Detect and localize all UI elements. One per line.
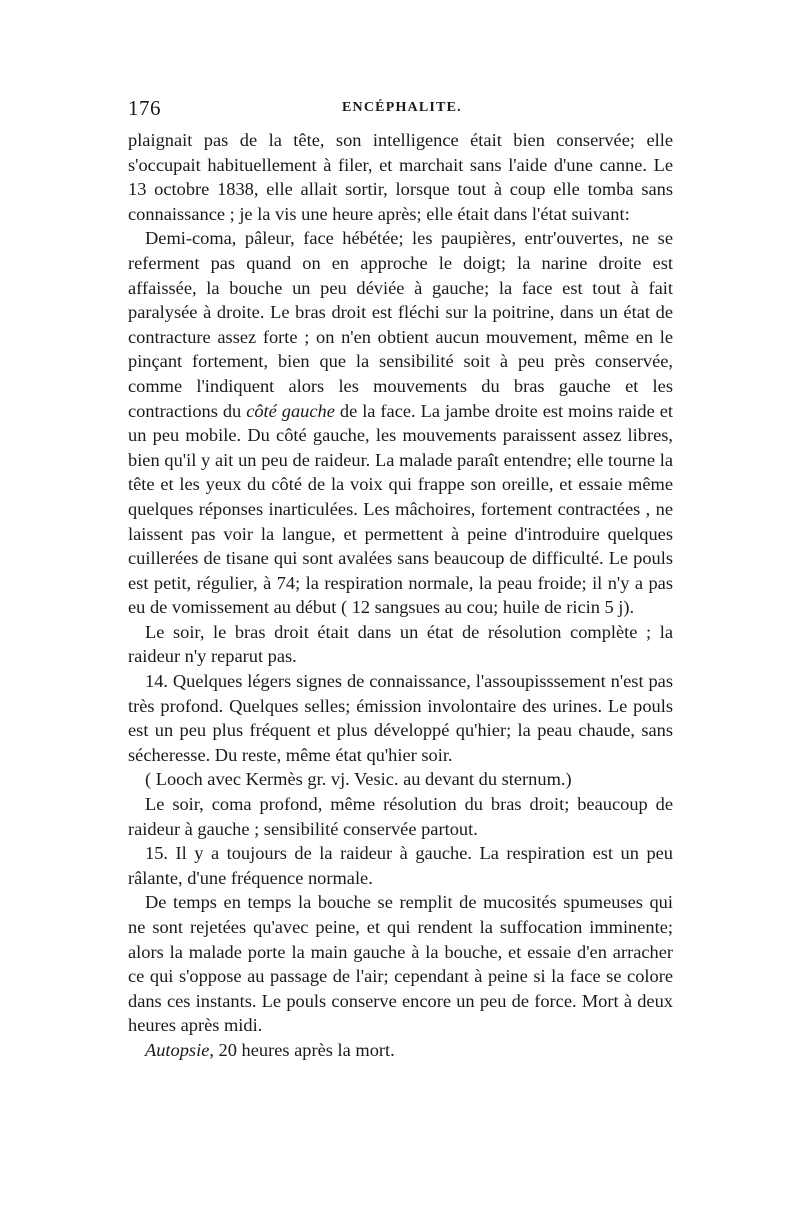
paragraph-death — [128, 890, 673, 1038]
paragraph-evening-14 — [128, 792, 673, 841]
paragraph-prescription — [128, 767, 673, 792]
paragraph-day-14 — [128, 669, 673, 767]
paragraph-intro — [128, 128, 673, 226]
paragraph-evening-13 — [128, 620, 673, 669]
page-number: 176 — [128, 96, 161, 120]
paragraph-text: plaignait pas de la tête, son intelligence était bien conservée; elle s'occupait habituellement à filer, et marchait sans l'aide d'une canne. Le 13 octobre 1838, elle allait sortir, lorsque tout à coup elle tomba sans connaissance ; je la vis une heure après; elle était dans l'état suivant: — [128, 130, 673, 224]
paragraph-text: Demi-coma, pâleur, face hébétée; les paupières, entr'ouvertes, ne se referment pas quand on en approche le doigt; la narine droite est affaissée, la bouche un peu déviée à gauche; la face est tout à fait paralysée à droite. Le bras droit est fléchi sur la poitrine, dans un état de contracture assez forte ; on n'en obtient aucun mouvement, même en le pinçant fortement, bien que la sensibilité soit à peu près conservée, comme l'indiquent alors les mouvements du bras gauche et les contractions du — [128, 228, 673, 421]
paragraph-text: Le soir, coma profond, même résolution du bras droit; beaucoup de raideur à gauche ; sensibilité conservée partout. — [128, 794, 673, 839]
emphasis-text: côté gauche — [246, 400, 335, 421]
paragraph-text: 14. Quelques légers signes de connaissance, l'assoupisssement n'est pas très profond. Quelques selles; émission involontaire des urines. Le pouls est un peu plus fréquent et plus développé qu'hier; la peau chaude, sans sécheresse. Du reste, même état qu'hier soir. — [128, 671, 673, 765]
paragraph-observation — [128, 226, 673, 620]
paragraph-text: De temps en temps la bouche se remplit de mucosités spumeuses qui ne sont rejetées qu'avec peine, et qui rendent la suffocation imminente; alors la malade porte la main gauche à la bouche, et essaie d'en arracher ce qui s'oppose au passage de l'air; cependant à peine si la face se colore dans ces instants. Le pouls conserve encore un peu de force. Mort à deux heures après midi. — [128, 892, 673, 1036]
paragraph-day-15 — [128, 841, 673, 890]
paragraph-text: ( Looch avec Kermès gr. vj. Vesic. au devant du sternum.) — [145, 769, 572, 790]
book-page — [128, 96, 673, 1063]
autopsy-heading: Autopsie — [145, 1039, 210, 1060]
running-head — [128, 96, 673, 126]
paragraph-text: 15. Il y a toujours de la raideur à gauche. La respiration est un peu râlante, d'une fréquence normale. — [128, 843, 673, 888]
paragraph-autopsy — [128, 1038, 673, 1063]
running-title: ENCÉPHALITE. — [342, 100, 462, 115]
paragraph-text: Le soir, le bras droit était dans un état de résolution complète ; la raideur n'y reparut pas. — [128, 621, 673, 667]
paragraph-text: , 20 heures après la mort. — [209, 1039, 395, 1060]
body-text — [128, 128, 673, 1063]
paragraph-text-continued: de la face. La jambe droite est moins raide et un peu mobile. Du côté gauche, les mouvements paraissent assez libres, bien qu'il y ait un peu de raideur. La malade paraît entendre; elle tourne la tête et les yeux du côté de la voix qui frappe son oreille, et essaie même quelques réponses inarticulées. Les mâchoires, fortement contractées , ne laissent pas voir la langue, et permettent à peine d'introduire quelques cuillerées de tisane qui sont avalées sans beaucoup de difficulté. Le pouls est petit, régulier, à 74; la respiration normale, la peau froide; il n'y a pas eu de vomissement au début ( 12 sangsues au cou; huile de ricin 5 j). — [128, 400, 673, 618]
